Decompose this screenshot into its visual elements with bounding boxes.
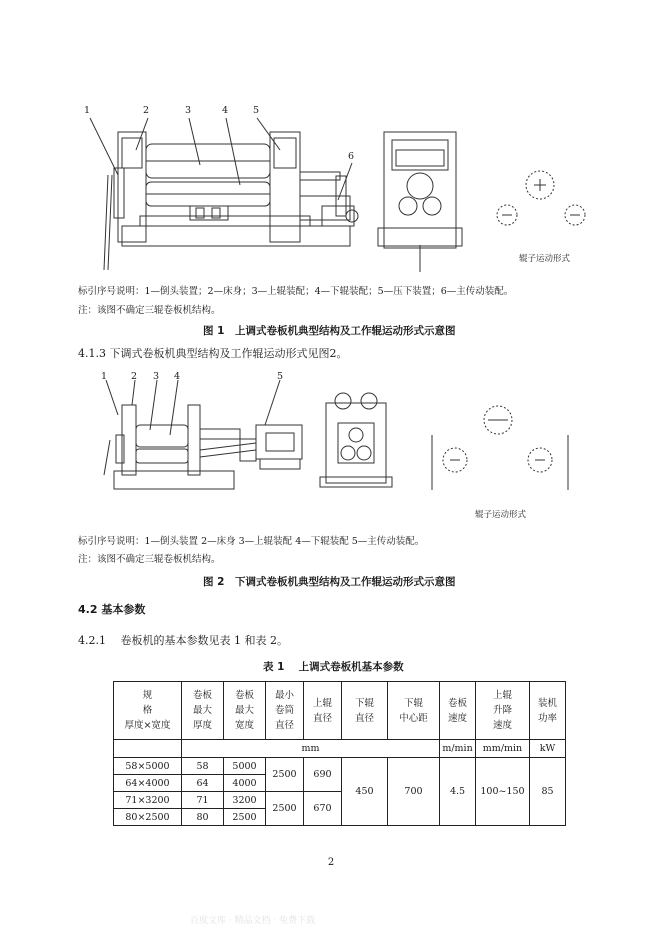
th-max-width-3: 宽度 — [234, 720, 254, 731]
th-power-1: 装机 — [537, 697, 557, 709]
cell-width: 3200 — [224, 792, 266, 809]
footer-watermark: 百度文库 · 精品文档 · 免费下载 — [190, 916, 316, 926]
fig2-caption: 图 2 下调式卷板机典型结构及工作辊运动形式示意图 — [203, 576, 456, 588]
fig2-num-5: 5 — [277, 371, 284, 382]
fig1-note: 注：该图不确定三辊卷板机结构。 — [78, 305, 221, 316]
th-speed — [440, 682, 476, 740]
th-lower-roll-dia — [342, 682, 388, 740]
th-max-thickness-2: 最大 — [192, 705, 212, 716]
th-lower-roll-dia-1: 下辊 — [354, 697, 374, 709]
cell-spec: 64×4000 — [114, 775, 182, 792]
table1 — [113, 681, 566, 826]
fig2-rolls-label: 辊子运动形式 — [475, 510, 527, 520]
cell-thickness: 80 — [182, 809, 224, 826]
cell-thickness: 71 — [182, 792, 224, 809]
fig2-num-3: 3 — [153, 371, 160, 382]
th-upper-roll-dia-1: 上辊 — [312, 697, 332, 709]
fig1-num-2: 2 — [143, 105, 150, 116]
th-min-diameter-1: 最小 — [274, 690, 294, 701]
th-min-diameter — [266, 682, 304, 740]
fig1-num-4: 4 — [222, 105, 229, 116]
th-min-diameter-2: 卷筒 — [274, 705, 294, 716]
th-max-width-2: 最大 — [234, 705, 254, 716]
fig1-rolls-label: 辊子运动形式 — [519, 254, 571, 264]
th-spec-3: 厚度×宽度 — [124, 720, 171, 731]
cell-upper-dia-a: 690 — [304, 758, 342, 792]
th-upper-lift-speed-3: 速度 — [492, 720, 512, 731]
th-spec-1: 规 — [142, 690, 153, 701]
th-speed-2: 速度 — [447, 712, 467, 724]
cell-center-dist: 700 — [388, 758, 440, 826]
figure2-drawing — [0, 365, 662, 545]
th-upper-roll-dia — [304, 682, 342, 740]
fig1-num-5: 5 — [253, 105, 260, 116]
th-power — [530, 682, 566, 740]
fig2-num-4: 4 — [174, 371, 181, 382]
cell-power: 85 — [530, 758, 566, 826]
cell-spec: 71×3200 — [114, 792, 182, 809]
th-power-2: 功率 — [537, 712, 557, 724]
th-max-thickness — [182, 682, 224, 740]
section-4-2-1: 4.2.1 卷板机的基本参数见表 1 和表 2。 — [78, 634, 288, 647]
cell-min-dia-a: 2500 — [266, 758, 304, 792]
cell-width: 5000 — [224, 758, 266, 775]
th-lower-center-dist — [388, 682, 440, 740]
unit-spec-blank — [114, 740, 182, 758]
fig1-num-1: 1 — [84, 105, 91, 116]
th-min-diameter-3: 直径 — [274, 720, 294, 731]
fig2-note: 注：该图不确定三辊卷板机结构。 — [78, 554, 221, 565]
th-max-thickness-3: 厚度 — [192, 720, 212, 731]
unit-power: kW — [530, 740, 566, 758]
th-upper-lift-speed-1: 上辊 — [492, 690, 512, 701]
fig2-num-1: 1 — [101, 371, 108, 382]
section-4-1-3: 4.1.3 下调式卷板机典型结构及工作辊运动形式见图2。 — [78, 347, 348, 360]
cell-spec: 80×2500 — [114, 809, 182, 826]
th-lower-center-dist-2: 中心距 — [399, 712, 428, 724]
th-speed-1: 卷板 — [447, 697, 467, 709]
th-lower-center-dist-1: 下辊 — [403, 697, 423, 709]
fig1-num-3: 3 — [185, 105, 192, 116]
cell-width: 2500 — [224, 809, 266, 826]
th-upper-roll-dia-2: 直径 — [312, 712, 332, 724]
cell-min-dia-b: 2500 — [266, 792, 304, 826]
section-4-2-heading: 4.2 基本参数 — [78, 603, 146, 616]
cell-upper-dia-b: 670 — [304, 792, 342, 826]
table1-units-row — [114, 740, 566, 758]
th-upper-lift-speed-2: 升降 — [492, 705, 512, 716]
th-spec — [114, 682, 182, 740]
cell-thickness: 58 — [182, 758, 224, 775]
th-max-width-1: 卷板 — [234, 690, 254, 701]
fig2-legend: 标引序号说明：1—倒头装置 2—床身 3—上辊装配 4—下辊装配 5—主传动装配。 — [78, 536, 425, 547]
cell-spec: 58×5000 — [114, 758, 182, 775]
cell-speed: 4.5 — [440, 758, 476, 826]
table-row — [114, 758, 566, 775]
page-number: 2 — [327, 857, 335, 868]
cell-thickness: 64 — [182, 775, 224, 792]
table1-caption: 表 1 上调式卷板机基本参数 — [263, 661, 404, 673]
table1-header-row — [114, 682, 566, 740]
cell-lift-speed: 100~150 — [476, 758, 530, 826]
unit-speed: m/min — [440, 740, 476, 758]
fig1-legend: 标引序号说明：1—倒头装置；2—床身；3—上辊装配；4—下辊装配；5—压下装置；6—主传动装配。 — [78, 286, 514, 297]
cell-lower-dia: 450 — [342, 758, 388, 826]
th-upper-lift-speed — [476, 682, 530, 740]
fig2-num-2: 2 — [131, 371, 138, 382]
cell-width: 4000 — [224, 775, 266, 792]
unit-mm: mm — [182, 740, 440, 758]
figure1-drawing — [0, 0, 662, 285]
th-max-width — [224, 682, 266, 740]
th-spec-2: 格 — [142, 705, 153, 716]
unit-lift: mm/min — [476, 740, 530, 758]
fig1-caption: 图 1 上调式卷板机典型结构及工作辊运动形式示意图 — [203, 325, 456, 337]
th-max-thickness-1: 卷板 — [192, 690, 212, 701]
fig1-num-6: 6 — [348, 151, 355, 162]
th-lower-roll-dia-2: 直径 — [354, 712, 374, 724]
